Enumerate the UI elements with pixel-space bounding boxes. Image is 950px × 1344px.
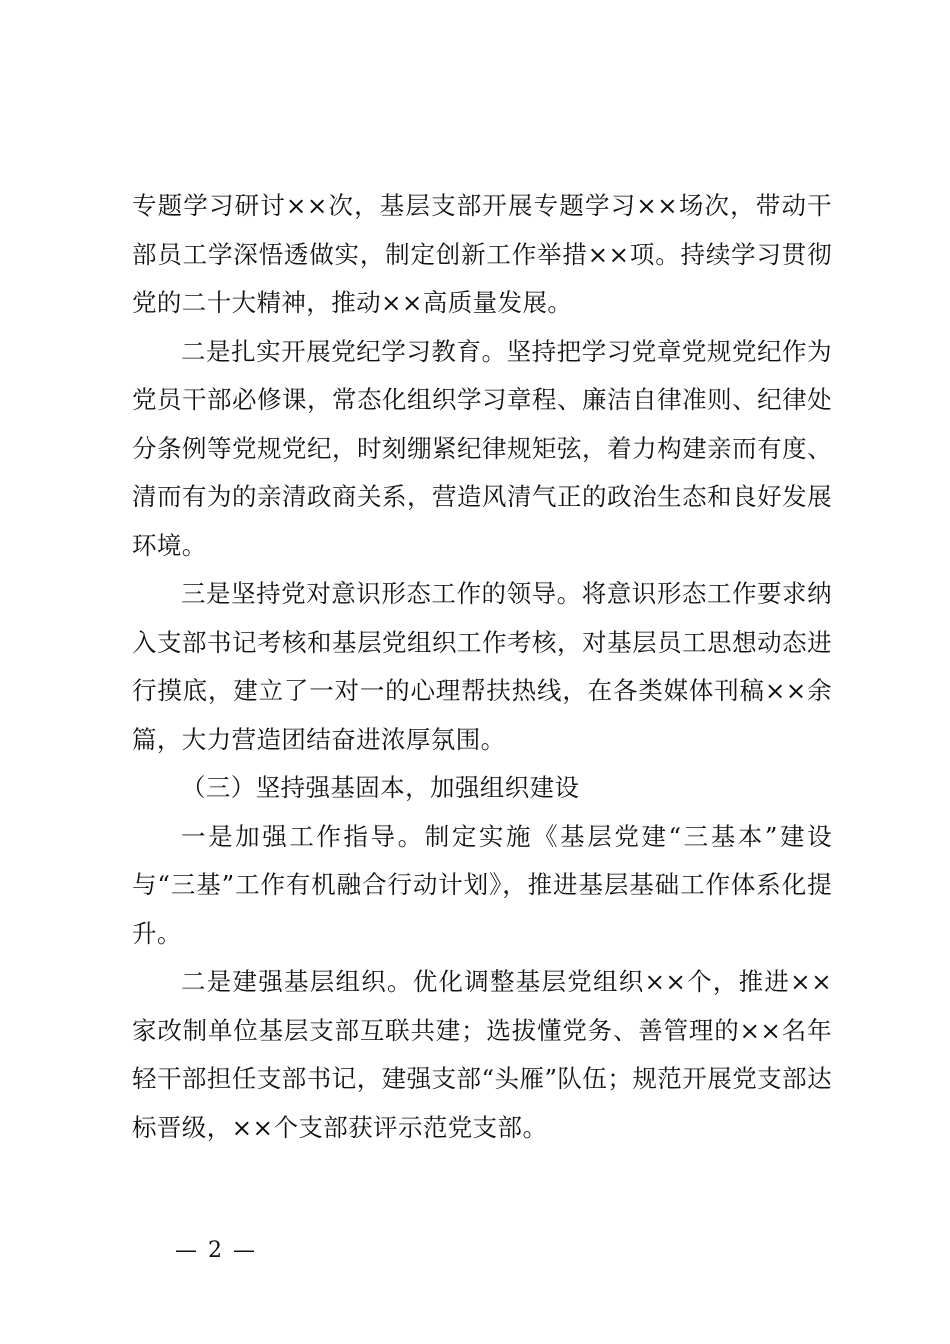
paragraph-ideology: 三是坚持党对意识形态工作的领导。将意识形态工作要求纳入支部书记考核和基层党组织工作考核，对基层员工思想动态进行摸底，建立了一对一的心理帮扶热线，在各类媒体刊稿××余篇，大力营造团结奋进浓厚氛围。	[132, 579, 832, 754]
paragraph-party-discipline: 二是扎实开展党纪学习教育。坚持把学习党章党规党纪作为党员干部必修课，常态化组织学习章程、廉洁自律准则、纪律处分条例等党规党纪，时刻绷紧纪律规矩弦，着力构建亲而有度、清而有为的亲清政商关系，营造风清气正的政治生态和良好发展环境。	[132, 336, 832, 560]
paragraph-grassroots-organization: 二是建强基层组织。优化调整基层党组织××个，推进××家改制单位基层支部互联共建；选拔懂党务、善管理的××名年轻干部担任支部书记，建强支部“头雁”队伍；规范开展党支部达标晋级，××个支部获评示范党支部。	[132, 967, 832, 1142]
paragraph-work-guidance: 一是加强工作指导。制定实施《基层党建“三基本”建设与“三基”工作有机融合行动计划》，推进基层基础工作体系化提升。	[132, 821, 832, 948]
section-heading: （三）坚持强基固本，加强组织建设	[181, 773, 580, 802]
page-number: — 2 —	[175, 1238, 257, 1263]
document-body	[132, 182, 832, 1152]
paragraph-continuation: 专题学习研讨××次，基层支部开展专题学习××场次，带动干部员工学深悟透做实，制定创新工作举措××项。持续学习贯彻党的二十大精神，推动××高质量发展。	[132, 191, 832, 317]
